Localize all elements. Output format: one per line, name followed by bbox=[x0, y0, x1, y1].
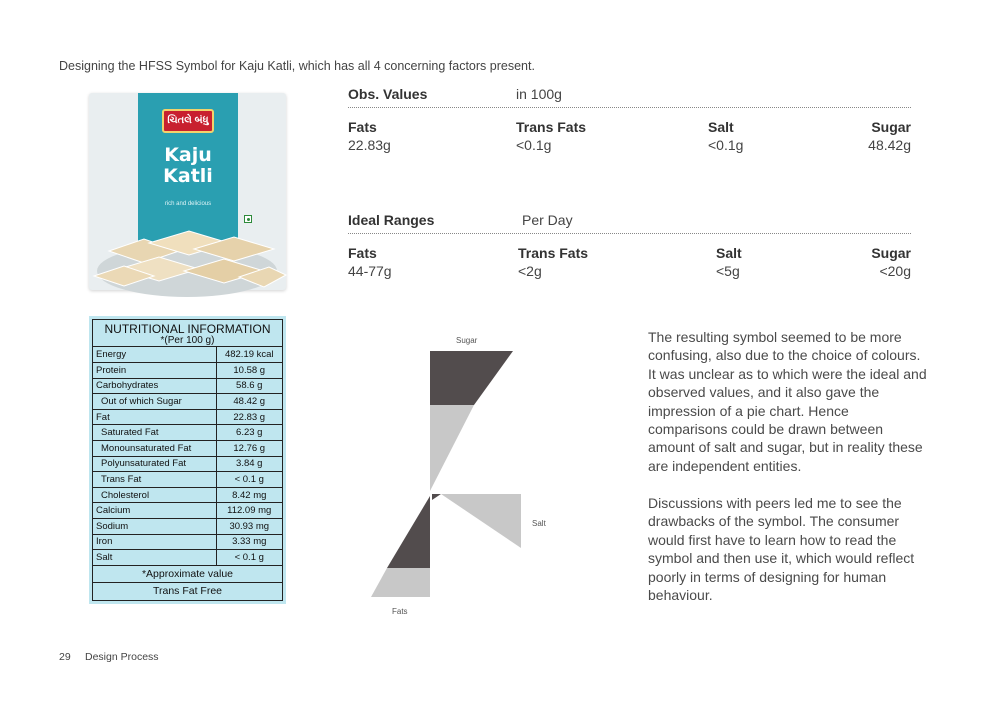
page-intro: Designing the HFSS Symbol for Kaju Katli, which has all 4 concerning factors present. bbox=[59, 59, 535, 73]
fats-ideal-segment bbox=[371, 568, 430, 597]
table-row bbox=[93, 503, 282, 519]
table-row bbox=[93, 441, 282, 457]
table-row bbox=[93, 472, 282, 488]
page-footer bbox=[59, 651, 159, 663]
table-row bbox=[93, 425, 282, 441]
observed-salt bbox=[708, 118, 743, 154]
observed-value: <0.1g bbox=[708, 137, 744, 153]
product-package-image bbox=[89, 93, 286, 290]
nutrient-name: Out of which Sugar bbox=[93, 394, 216, 410]
nutrient-name: Energy bbox=[93, 347, 216, 363]
ideal-header bbox=[348, 212, 911, 234]
nutrient-name: Calcium bbox=[93, 503, 216, 519]
approximate-note: *Approximate value bbox=[93, 566, 282, 583]
nutrition-subtitle: *(Per 100 g) bbox=[93, 335, 282, 347]
observed-trans-fats bbox=[516, 118, 586, 154]
nutrient-name: Sodium bbox=[93, 519, 216, 535]
product-tagline: rich and delicious bbox=[164, 201, 212, 207]
ideal-label: Trans Fats bbox=[518, 245, 589, 261]
trans-fat-segment bbox=[432, 494, 441, 500]
nutrient-name: Salt bbox=[93, 550, 216, 566]
nutrient-value: 30.93 mg bbox=[216, 519, 282, 535]
observed-heading: Obs. Values bbox=[348, 86, 428, 102]
ideal-value: 44-77g bbox=[348, 263, 392, 279]
nutrient-name: Iron bbox=[93, 534, 216, 550]
sugar-observed-segment bbox=[430, 351, 513, 405]
observed-values-table bbox=[348, 86, 911, 153]
observed-row bbox=[348, 108, 911, 153]
nutrition-title: NUTRITIONAL INFORMATION bbox=[104, 322, 271, 336]
ideal-label: Sugar bbox=[871, 245, 911, 261]
ideal-ranges-table bbox=[348, 212, 911, 279]
observed-header bbox=[348, 86, 911, 108]
nutrient-name: Cholesterol bbox=[93, 487, 216, 503]
product-name-line2: Katli bbox=[163, 165, 213, 187]
ideal-salt bbox=[716, 244, 742, 280]
paragraph-peer-discussion: Discussions with peers led me to see the drawbacks of the symbol. The consumer would first have to learn how to read the symbol and then use it, which would reflect poorly in terms of designing for human behaviour. bbox=[648, 495, 915, 604]
observed-label: Sugar bbox=[871, 119, 911, 135]
ideal-heading: Ideal Ranges bbox=[348, 212, 435, 228]
product-name bbox=[138, 145, 238, 187]
table-row bbox=[93, 519, 282, 535]
nutrient-value: 112.09 mg bbox=[216, 503, 282, 519]
nutrient-name: Trans Fat bbox=[93, 472, 216, 488]
table-row bbox=[93, 378, 282, 394]
ideal-fats bbox=[348, 244, 392, 280]
nutrient-value: 48.42 g bbox=[216, 394, 282, 410]
table-row bbox=[93, 487, 282, 503]
paragraph-symbol-critique: The resulting symbol seemed to be more confusing, also due to the choice of colours. It was unclear as to which were the ideal and observed values, and it also gave the impression of a pie chart. Hence comparisons could be drawn between amount of salt and sugar, but in reality these are independent entities. bbox=[648, 329, 927, 474]
nutrient-value: < 0.1 g bbox=[216, 472, 282, 488]
symbol-label-fats: Fats bbox=[392, 607, 408, 616]
product-name-line1: Kaju bbox=[164, 144, 212, 166]
observed-value: 22.83g bbox=[348, 137, 391, 153]
ideal-label: Salt bbox=[716, 245, 742, 261]
nutrient-value: 6.23 g bbox=[216, 425, 282, 441]
ideal-trans-fats bbox=[518, 244, 588, 280]
ideal-value: <20g bbox=[879, 263, 911, 279]
table-row bbox=[93, 347, 282, 363]
nutrient-name: Saturated Fat bbox=[93, 425, 216, 441]
fats-observed-segment bbox=[387, 496, 430, 568]
nutrient-name: Monounsaturated Fat bbox=[93, 441, 216, 457]
nutrient-name: Polyunsaturated Fat bbox=[93, 456, 216, 472]
ideal-label: Fats bbox=[348, 245, 377, 261]
hfss-symbol-diagram bbox=[360, 330, 546, 620]
table-row bbox=[93, 456, 282, 472]
observed-sugar bbox=[868, 118, 911, 154]
page-number: 29 bbox=[59, 651, 71, 663]
table-row bbox=[93, 534, 282, 550]
observed-label: Salt bbox=[708, 119, 734, 135]
nutrition-rows bbox=[93, 347, 282, 566]
table-row bbox=[93, 550, 282, 566]
sweets-illustration bbox=[89, 221, 286, 290]
sugar-ideal-segment bbox=[430, 405, 474, 491]
nutrient-value: 8.42 mg bbox=[216, 487, 282, 503]
nutrition-table bbox=[89, 316, 286, 604]
nutrient-name: Fat bbox=[93, 409, 216, 425]
table-row bbox=[93, 409, 282, 425]
brand-logo: ચિતલે બંધુ bbox=[162, 109, 214, 133]
nutrient-name: Carbohydrates bbox=[93, 378, 216, 394]
nutrient-value: 58.6 g bbox=[216, 378, 282, 394]
observed-label: Fats bbox=[348, 119, 377, 135]
nutrient-name: Protein bbox=[93, 363, 216, 379]
ideal-unit: Per Day bbox=[522, 212, 573, 228]
ideal-row bbox=[348, 234, 911, 279]
observed-value: 48.42g bbox=[868, 137, 911, 153]
nutrient-value: 12.76 g bbox=[216, 441, 282, 457]
observed-unit: in 100g bbox=[516, 86, 562, 102]
nutrient-value: 482.19 kcal bbox=[216, 347, 282, 363]
ideal-value: <5g bbox=[716, 263, 740, 279]
section-name: Design Process bbox=[85, 651, 159, 663]
table-row bbox=[93, 363, 282, 379]
trans-fat-free-note: Trans Fat Free bbox=[152, 584, 223, 597]
observed-fats bbox=[348, 118, 391, 154]
ideal-sugar bbox=[871, 244, 911, 280]
nutrient-value: < 0.1 g bbox=[216, 550, 282, 566]
table-row bbox=[93, 394, 282, 410]
observed-label: Trans Fats bbox=[516, 119, 587, 135]
ideal-value: <2g bbox=[518, 263, 542, 279]
symbol-label-salt: Salt bbox=[532, 519, 546, 528]
nutrient-value: 10.58 g bbox=[216, 363, 282, 379]
nutrient-value: 22.83 g bbox=[216, 409, 282, 425]
salt-ideal-segment bbox=[441, 494, 521, 548]
symbol-label-sugar: Sugar bbox=[456, 336, 478, 345]
nutrient-value: 3.33 mg bbox=[216, 534, 282, 550]
observed-value: <0.1g bbox=[516, 137, 552, 153]
nutrient-value: 3.84 g bbox=[216, 456, 282, 472]
